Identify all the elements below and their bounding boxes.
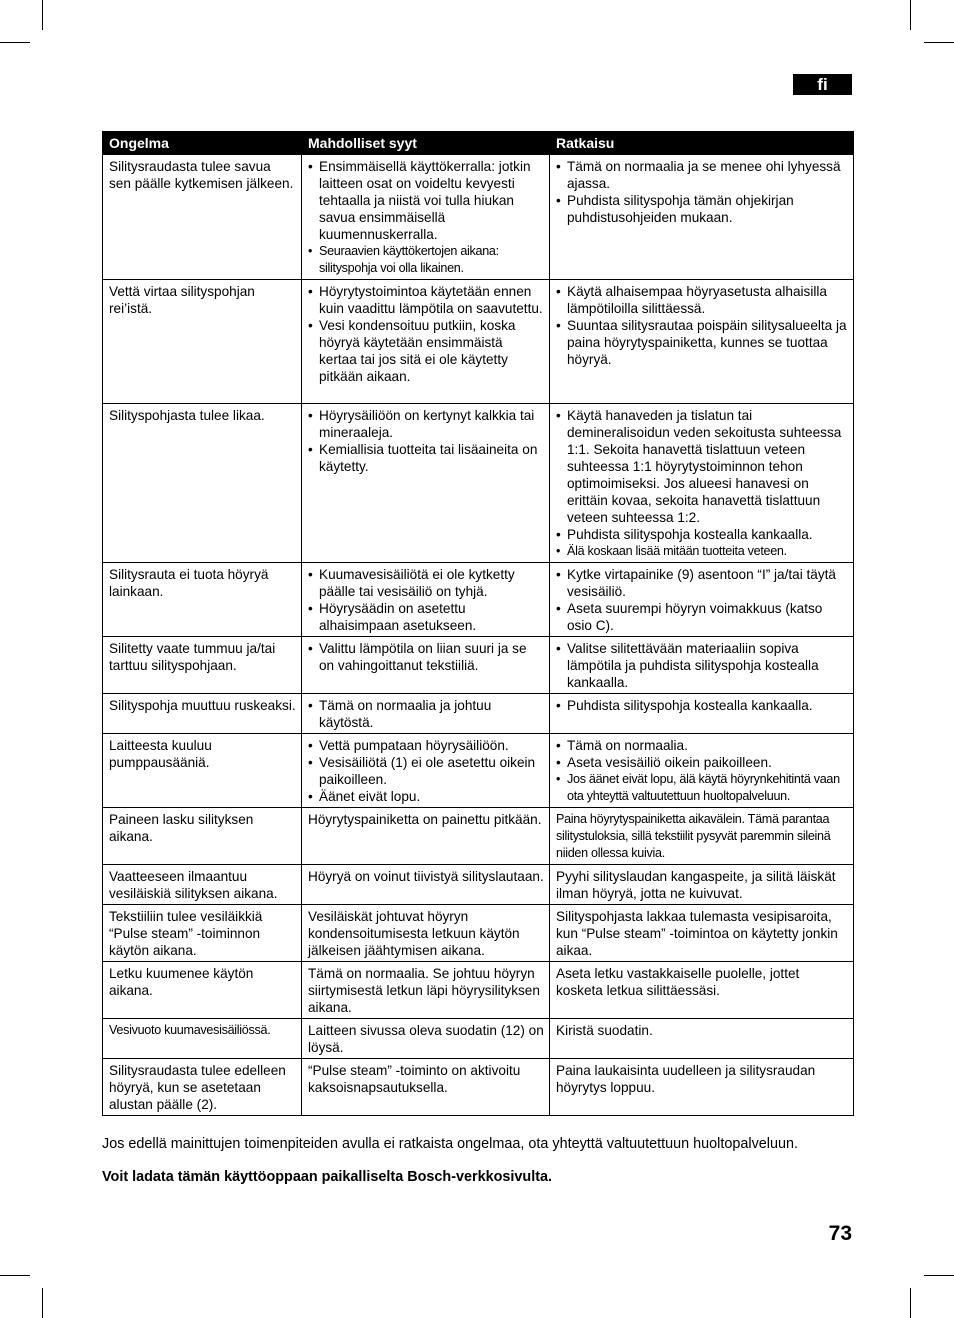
problem-cell: Silityspohja muuttuu ruskeaksi. (103, 694, 302, 734)
causes-cell (302, 734, 550, 808)
problem-cell: Silitysraudasta tulee edelleen höyryä, kun se asetetaan alustan päälle (2). (103, 1059, 302, 1116)
list-item: • Suuntaa silitysrautaa poispäin silitysalueelta ja paina höyrytyspainiketta, kunnes se tuottaa höyryä. (556, 317, 848, 368)
problem-cell: Vaatteeseen ilmaantuu vesiläiskiä silityksen aikana. (103, 865, 302, 905)
table-row (103, 637, 854, 694)
table-row (103, 155, 854, 280)
language-badge: fi (793, 74, 852, 95)
list-item: • Käytä hanaveden ja tislatun tai demineralisoidun veden sekoitusta suhteessa 1:1. Sekoita hanavettä tislattuun veteen suhteessa 1:1 höyrytystoiminnon tehon optimoimiseksi. Jos alueesi hanavesi on erittäin kovaa, sekoita hanavettä tislattuun veteen suhteessa 1:2. (556, 407, 848, 526)
list-item: • Aseta vesisäiliö oikein paikoilleen. (556, 754, 848, 771)
solution-cell: Paina laukaisinta uudelleen ja silitysraudan höyrytys loppuu. (550, 1059, 854, 1116)
table-row (103, 280, 854, 404)
crop-mark (924, 1275, 954, 1276)
solution-cell: Pyyhi silityslaudan kangaspeite, ja silitä läiskät ilman höyryä, jotta ne kuivuvat. (550, 865, 854, 905)
list-item: • Kemiallisia tuotteita tai lisäaineita on käytetty. (308, 441, 544, 475)
causes-cell: Vesiläiskät johtuvat höyryn kondensoitumisesta letkuun käytön jälkeisen jäähtymisen aikana. (302, 905, 550, 962)
list-item: • Ensimmäisellä käyttökerralla: jotkin laitteen osat on voideltu kevyesti tehtaalla ja niistä voi tulla hiukan savua ensimmäisellä kuumennuskerralla. (308, 158, 544, 243)
download-note: Voit ladata tämän käyttöoppaan paikalliselta Bosch-verkkosivulta. (102, 1169, 552, 1185)
causes-cell: “Pulse steam” -toiminto on aktivoitu kaksoisnapsautuksella. (302, 1059, 550, 1116)
list-item: • Tämä on normaalia. (556, 737, 848, 754)
list-item: • Kytke virtapainike (9) asentoon “I” ja/tai täytä vesisäiliö. (556, 566, 848, 600)
causes-cell (302, 694, 550, 734)
crop-mark (910, 1288, 911, 1318)
list-item: • Vesisäiliötä (1) ei ole asetettu oikein paikoilleen. (308, 754, 544, 788)
table-row (103, 694, 854, 734)
causes-cell (302, 637, 550, 694)
problem-cell: Vesivuoto kuumavesisäiliössä. (103, 1019, 302, 1059)
solution-cell (550, 404, 854, 563)
problem-cell: Laitteesta kuuluu pumppausääniä. (103, 734, 302, 808)
list-item: • Höyrysäädin on asetettu alhaisimpaan asetukseen. (308, 600, 544, 634)
list-item: • Äänet eivät lopu. (308, 788, 544, 805)
problem-cell: Silitetty vaate tummuu ja/tai tarttuu silityspohjaan. (103, 637, 302, 694)
list-item: • Vettä pumpataan höyrysäiliöön. (308, 737, 544, 754)
footnote-text: Jos edellä mainittujen toimenpiteiden avulla ei ratkaista ongelmaa, ota yhteyttä valtuutettuun huoltopalveluun. (102, 1136, 798, 1152)
solution-cell (550, 734, 854, 808)
list-item: • Puhdista silityspohja kostealla kankaalla. (556, 697, 848, 714)
crop-mark (910, 0, 911, 30)
table-row (103, 1059, 854, 1116)
solution-cell: Silityspohjasta lakkaa tulemasta vesipisaroita, kun “Pulse steam” -toimintoa on käytetty jonkin aikaa. (550, 905, 854, 962)
problem-cell: Silitysraudasta tulee savua sen päälle kytkemisen jälkeen. (103, 155, 302, 280)
solution-cell (550, 280, 854, 404)
solution-cell: Paina höyrytyspainiketta aikavälein. Tämä parantaa silitystuloksia, sillä tekstiilit pysyvät paremmin sileinä niiden ollessa kuivia. (550, 808, 854, 865)
page-number: 73 (828, 1222, 852, 1245)
causes-cell (302, 563, 550, 637)
causes-cell: Höyryä on voinut tiivistyä silityslautaan. (302, 865, 550, 905)
problem-cell: Letku kuumenee käytön aikana. (103, 962, 302, 1019)
list-item: • Puhdista silityspohja tämän ohjekirjan puhdistusohjeiden mukaan. (556, 192, 848, 226)
table-row (103, 808, 854, 865)
solution-cell (550, 637, 854, 694)
list-item: • Puhdista silityspohja kostealla kankaalla. (556, 526, 848, 543)
causes-cell (302, 404, 550, 563)
list-item: • Tämä on normaalia ja se menee ohi lyhyessä ajassa. (556, 158, 848, 192)
causes-cell (302, 155, 550, 280)
table-row (103, 1019, 854, 1059)
list-item: • Höyrytystoimintoa käytetään ennen kuin vaadittu lämpötila on saavutettu. (308, 283, 544, 317)
problem-cell: Paineen lasku silityksen aikana. (103, 808, 302, 865)
column-header-solution: Ratkaisu (550, 132, 854, 155)
causes-cell: Laitteen sivussa oleva suodatin (12) on löysä. (302, 1019, 550, 1059)
list-item: • Tämä on normaalia ja johtuu käytöstä. (308, 697, 544, 731)
table-row (103, 865, 854, 905)
crop-mark (924, 42, 954, 43)
table-header-row (103, 132, 854, 155)
table-row (103, 734, 854, 808)
solution-cell: Kiristä suodatin. (550, 1019, 854, 1059)
list-item: • Jos äänet eivät lopu, älä käytä höyrynkehitintä vaan ota yhteyttä valtuutettuun huoltopalveluun. (556, 771, 848, 805)
causes-cell: Höyrytyspainiketta on painettu pitkään. (302, 808, 550, 865)
solution-cell (550, 563, 854, 637)
list-item: • Aseta suurempi höyryn voimakkuus (katso osio C). (556, 600, 848, 634)
crop-mark (0, 1275, 30, 1276)
problem-cell: Silityspohjasta tulee likaa. (103, 404, 302, 563)
solution-cell (550, 155, 854, 280)
table-row (103, 404, 854, 563)
crop-mark (42, 0, 43, 30)
problem-cell: Tekstiiliin tulee vesiläikkiä “Pulse steam” -toiminnon käytön aikana. (103, 905, 302, 962)
causes-cell (302, 280, 550, 404)
causes-cell: Tämä on normaalia. Se johtuu höyryn siirtymisestä letkun läpi höyrysilityksen aikana. (302, 962, 550, 1019)
list-item: • Vesi kondensoituu putkiin, koska höyryä käytetään ensimmäistä kertaa tai jos sitä ei ole käytetty pitkään aikaan. (308, 317, 544, 385)
list-item: • Älä koskaan lisää mitään tuotteita veteen. (556, 543, 848, 560)
problem-cell: Vettä virtaa silityspohjan rei’istä. (103, 280, 302, 404)
table-row (103, 905, 854, 962)
table-row (103, 563, 854, 637)
list-item: • Seuraavien käyttökertojen aikana: silityspohja voi olla likainen. (308, 243, 544, 277)
problem-cell: Silitysrauta ei tuota höyryä lainkaan. (103, 563, 302, 637)
solution-cell (550, 694, 854, 734)
list-item: • Valittu lämpötila on liian suuri ja se on vahingoittanut tekstiiliä. (308, 640, 544, 674)
column-header-problem: Ongelma (103, 132, 302, 155)
table-row (103, 962, 854, 1019)
list-item: • Kuumavesisäiliötä ei ole kytketty päälle tai vesisäiliö on tyhjä. (308, 566, 544, 600)
crop-mark (42, 1288, 43, 1318)
solution-cell: Aseta letku vastakkaiselle puolelle, jottet kosketa letkua silittäessäsi. (550, 962, 854, 1019)
list-item: • Käytä alhaisempaa höyryasetusta alhaisilla lämpötiloilla silittäessä. (556, 283, 848, 317)
column-header-causes: Mahdolliset syyt (302, 132, 550, 155)
list-item: • Valitse silitettävään materiaaliin sopiva lämpötila ja puhdista silityspohja kostealla kankaalla. (556, 640, 848, 691)
troubleshooting-table (102, 131, 854, 1116)
list-item: • Höyrysäiliöön on kertynyt kalkkia tai mineraaleja. (308, 407, 544, 441)
crop-mark (0, 42, 30, 43)
